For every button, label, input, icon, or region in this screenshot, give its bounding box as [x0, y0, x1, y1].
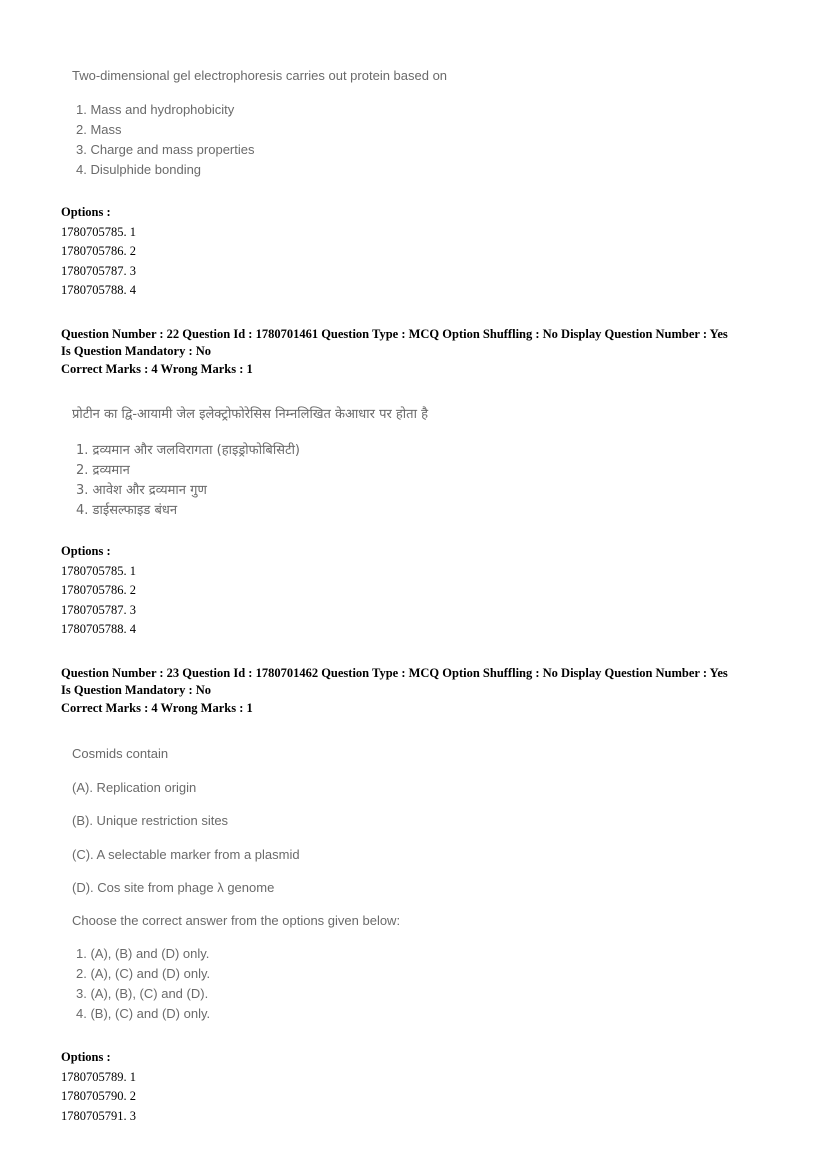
- q21-choice-1: 1. Mass and hydrophobicity: [76, 102, 235, 117]
- q23-choice-1: 1. (A), (B) and (D) only.: [76, 946, 210, 961]
- q21-options: [61, 203, 136, 301]
- q23-meta: [61, 665, 728, 717]
- option-item: 1780705788. 4: [61, 283, 136, 298]
- q22-choice-3: 3. आवेश और द्रव्यमान गुण: [76, 483, 207, 498]
- option-item: 1780705786. 2: [61, 244, 136, 259]
- q21-choice-4: 4. Disulphide bonding: [76, 162, 202, 177]
- options-heading: Options :: [61, 205, 111, 219]
- q23-meta-line-2: Is Question Mandatory : No: [61, 682, 212, 697]
- q23-meta-line-1: Question Number : 23 Question Id : 1780701462 Question Type : MCQ Option Shuffling : No Display Question Number : Yes: [61, 666, 728, 680]
- option-item: 1780705791. 3: [61, 1108, 136, 1123]
- option-item: 1780705788. 4: [61, 622, 136, 637]
- q23-choice-4: 4. (B), (C) and (D) only.: [76, 1006, 211, 1021]
- q22-stem: प्रोटीन का द्वि-आयामी जेल इलेक्ट्रोफोरेसिस निम्नलिखित केआधार पर होता है: [72, 407, 428, 422]
- q23-statement-b: (B). Unique restriction sites: [72, 813, 229, 828]
- q21-stem: Two-dimensional gel electrophoresis carries out protein based on: [72, 68, 448, 83]
- option-item: 1780705789. 1: [61, 1069, 136, 1084]
- q21-choice-3: 3. Charge and mass properties: [76, 142, 255, 157]
- option-item: 1780705785. 1: [61, 563, 136, 578]
- option-item: 1780705785. 1: [61, 224, 136, 239]
- q23-stem: Cosmids contain: [72, 746, 169, 761]
- q22-meta-line-1: Question Number : 22 Question Id : 1780701461 Question Type : MCQ Option Shuffling : No Display Question Number : Yes: [61, 327, 728, 341]
- q23-statement-c: (C). A selectable marker from a plasmid: [72, 847, 300, 862]
- q23-instruction: Choose the correct answer from the options given below:: [72, 913, 401, 928]
- q22-choice-4: 4. डाईसल्फाइड बंधन: [76, 503, 178, 518]
- option-item: 1780705786. 2: [61, 583, 136, 598]
- q23-choice-2: 2. (A), (C) and (D) only.: [76, 966, 211, 981]
- options-heading: Options :: [61, 1050, 111, 1064]
- options-heading: Options :: [61, 544, 111, 558]
- q22-meta-line-2: Is Question Mandatory : No: [61, 343, 212, 358]
- q22-options: [61, 542, 136, 640]
- q23-choice-3: 3. (A), (B), (C) and (D).: [76, 986, 209, 1001]
- q23-statement-a: (A). Replication origin: [72, 780, 197, 795]
- option-item: 1780705787. 3: [61, 602, 136, 617]
- option-item: 1780705787. 3: [61, 263, 136, 278]
- q23-statement-d: (D). Cos site from phage λ genome: [72, 880, 275, 895]
- q22-choice-2: 2. द्रव्यमान: [76, 463, 130, 478]
- q23-meta-line-3: Correct Marks : 4 Wrong Marks : 1: [61, 701, 253, 715]
- q22-meta: [61, 326, 728, 378]
- q22-choice-1: 1. द्रव्यमान और जलविरागता (हाइड्रोफोबिसिटी): [76, 443, 301, 458]
- option-item: 1780705790. 2: [61, 1089, 136, 1104]
- q21-choice-2: 2. Mass: [76, 122, 122, 137]
- q23-options: [61, 1048, 136, 1126]
- q22-meta-line-3: Correct Marks : 4 Wrong Marks : 1: [61, 362, 253, 376]
